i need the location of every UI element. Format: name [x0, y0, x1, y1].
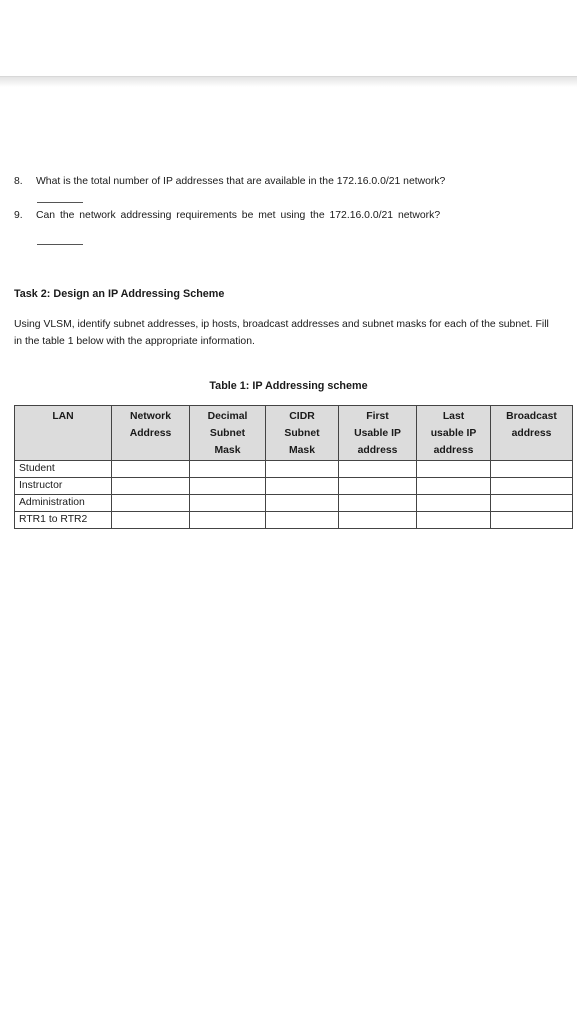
question-8-text: What is the total number of IP addresses that are available in the 172.16.0.0/21 network?: [36, 176, 446, 187]
column-header-line: address: [511, 428, 552, 439]
table-row: [15, 512, 573, 529]
table-header-row: [15, 406, 573, 461]
table-row: [15, 461, 573, 478]
blank-answer-cell: [417, 461, 491, 478]
column-header-line: Address: [129, 428, 172, 439]
blank-answer-cell: [266, 495, 339, 512]
blank-answer-cell: [112, 495, 190, 512]
column-header-line: Subnet: [209, 428, 246, 439]
answer-blank-8: [37, 202, 83, 203]
column-header: [339, 406, 417, 461]
task-title: Task 2: Design an IP Addressing Scheme: [14, 288, 225, 300]
page-top-divider: [0, 76, 577, 87]
column-header: [15, 406, 112, 461]
column-header-line: First: [366, 411, 389, 422]
blank-answer-cell: [112, 461, 190, 478]
column-header: [112, 406, 190, 461]
column-header-line: Broadcast: [506, 411, 557, 422]
blank-answer-cell: [190, 478, 266, 495]
task-description: Using VLSM, identify subnet addresses, ip hosts, broadcast addresses and subnet masks for each of the subnet. Fill in the table 1 below with the appropriate information.: [14, 319, 549, 347]
question-9-number: 9.: [14, 210, 23, 221]
table-caption: Table 1: IP Addressing scheme: [209, 380, 368, 392]
lan-name-cell: Student: [15, 461, 112, 478]
column-header: [190, 406, 266, 461]
question-9-text: Can the network addressing requirements be met using the 172.16.0.0/21 network?: [36, 210, 441, 221]
column-header: [417, 406, 491, 461]
column-header-line: LAN: [52, 411, 74, 422]
column-header: [266, 406, 339, 461]
column-header-line: Usable IP: [354, 428, 401, 439]
column-header-line: CIDR: [289, 411, 315, 422]
blank-answer-cell: [339, 478, 417, 495]
blank-answer-cell: [491, 495, 573, 512]
column-header-line: address: [433, 445, 474, 456]
blank-answer-cell: [339, 495, 417, 512]
column-header-line: Mask: [214, 445, 241, 456]
blank-answer-cell: [491, 478, 573, 495]
table-row: [15, 478, 573, 495]
ip-addressing-table: [14, 405, 573, 529]
column-header: [491, 406, 573, 461]
table-row: [15, 495, 573, 512]
blank-answer-cell: [190, 461, 266, 478]
table-body: [15, 461, 573, 529]
blank-answer-cell: [491, 461, 573, 478]
column-header-line: Mask: [289, 445, 315, 456]
blank-answer-cell: [190, 495, 266, 512]
blank-answer-cell: [417, 495, 491, 512]
lan-name-cell: Instructor: [15, 478, 112, 495]
blank-answer-cell: [266, 512, 339, 529]
blank-answer-cell: [491, 512, 573, 529]
blank-answer-cell: [266, 461, 339, 478]
blank-answer-cell: [417, 478, 491, 495]
blank-answer-cell: [266, 478, 339, 495]
column-header-line: Subnet: [284, 428, 320, 439]
question-9: [14, 210, 440, 221]
answer-blank-9: [37, 244, 83, 245]
blank-answer-cell: [190, 512, 266, 529]
blank-answer-cell: [112, 478, 190, 495]
question-8-number: 8.: [14, 176, 23, 187]
lan-name-cell: Administration: [15, 495, 112, 512]
blank-answer-cell: [112, 512, 190, 529]
column-header-line: Network: [130, 411, 171, 422]
column-header-line: address: [357, 445, 398, 456]
blank-answer-cell: [339, 512, 417, 529]
question-8: [14, 176, 445, 187]
blank-answer-cell: [417, 512, 491, 529]
column-header-line: usable IP: [430, 428, 477, 439]
blank-answer-cell: [339, 461, 417, 478]
lan-name-cell: RTR1 to RTR2: [15, 512, 112, 529]
column-header-line: Decimal: [207, 411, 248, 422]
column-header-line: Last: [442, 411, 465, 422]
